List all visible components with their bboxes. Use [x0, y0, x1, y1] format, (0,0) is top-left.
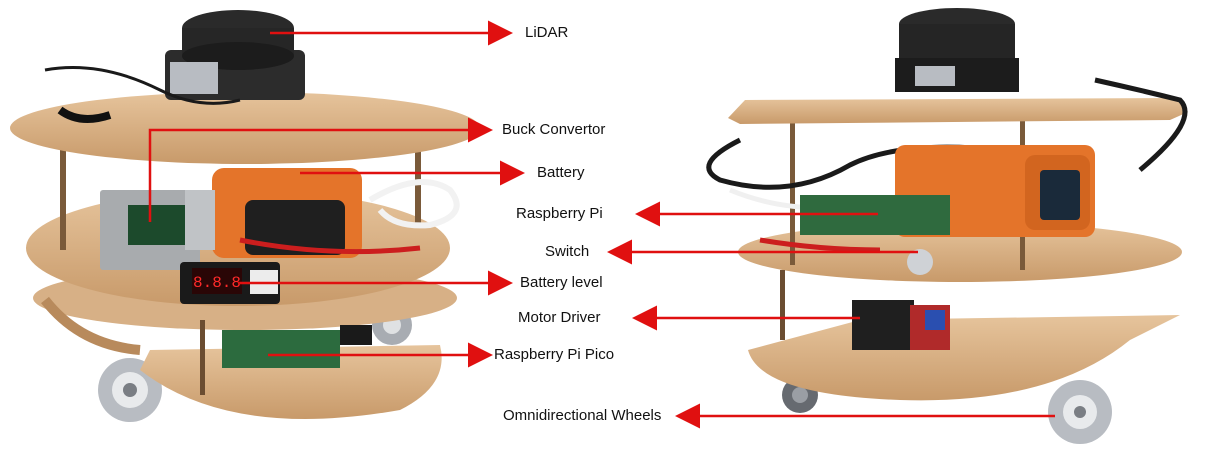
label-raspberry-pi: Raspberry Pi	[516, 205, 603, 222]
left-robot-photo	[10, 10, 480, 422]
label-switch: Switch	[545, 243, 590, 260]
motor-driver-board	[852, 300, 950, 350]
label-buck-convertor: Buck Convertor	[502, 121, 606, 138]
lidar-sensor-left	[165, 10, 305, 100]
omni-wheel-right-front	[1048, 380, 1112, 444]
label-lidar: LiDAR	[525, 24, 569, 41]
raspberry-pi-pico-board	[222, 330, 340, 368]
top-plate-right	[728, 98, 1188, 124]
battery-left	[212, 168, 362, 258]
lidar-sensor-right	[895, 8, 1019, 92]
label-battery-level: Battery level	[520, 274, 603, 291]
label-battery: Battery	[537, 164, 585, 181]
battery-level-readout: 8.8.8	[192, 274, 242, 292]
bottom-plate-right	[748, 315, 1180, 400]
top-plate	[10, 92, 480, 164]
buck-convertor-board	[100, 190, 215, 270]
right-robot-photo	[709, 8, 1188, 444]
label-raspberry-pi-pico: Raspberry Pi Pico	[494, 346, 615, 363]
label-omnidirectional-wheels: Omnidirectional Wheels	[503, 407, 662, 424]
label-motor-driver: Motor Driver	[518, 309, 601, 326]
